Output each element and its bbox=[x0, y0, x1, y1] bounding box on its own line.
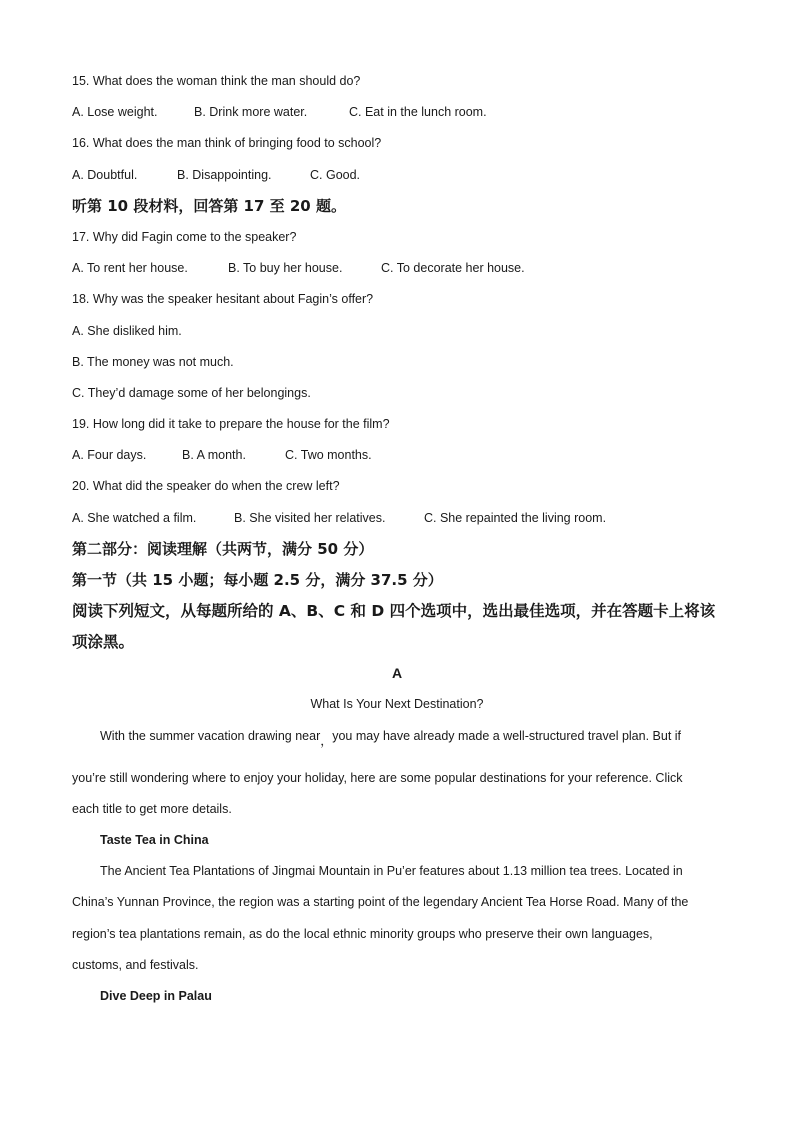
option-b: B. To buy her house. bbox=[228, 261, 343, 276]
tea-line-1: The Ancient Tea Plantations of Jingmai Mountain in Pu’er features about 1.13 million tea trees. Located in bbox=[100, 864, 683, 879]
option-c: C. Two months. bbox=[285, 448, 372, 463]
option-c: C. She repainted the living room. bbox=[424, 510, 607, 525]
section-title-tea: Taste Tea in China bbox=[100, 832, 209, 847]
question-18-option-c: C. They’d damage some of her belongings. bbox=[72, 385, 311, 400]
question-16: 16. What does the man think of bringing food to school? bbox=[72, 136, 382, 151]
section-1-heading: 第一节（共 15 小题；每小题 2.5 分，满分 37.5 分） bbox=[72, 571, 443, 589]
option-c: C. To decorate her house. bbox=[381, 261, 525, 276]
intro-text-2: you may have already made a well-structured travel plan. But if bbox=[332, 728, 682, 743]
intro-line-2: you’re still wondering where to enjoy your holiday, here are some popular destinations for your reference. Click bbox=[72, 770, 683, 785]
intro-text-1: With the summer vacation drawing near bbox=[100, 728, 321, 743]
question-18-option-b: B. The money was not much. bbox=[72, 354, 234, 369]
option-a: A. Lose weight. bbox=[72, 105, 158, 120]
option-a: A. She watched a film. bbox=[72, 510, 197, 525]
passage-letter: A bbox=[391, 665, 403, 682]
passage-title: What Is Your Next Destination? bbox=[310, 697, 484, 712]
question-17-options bbox=[72, 253, 726, 284]
option-b: B. A month. bbox=[182, 448, 246, 463]
question-19-options bbox=[72, 440, 726, 471]
section-title-palau: Dive Deep in Palau bbox=[100, 988, 212, 1003]
question-16-options bbox=[72, 160, 726, 191]
tea-line-2: China’s Yunnan Province, the region was a starting point of the legendary Ancient Tea Horse Road. Many of the bbox=[72, 895, 689, 910]
question-20: 20. What did the speaker do when the crew left? bbox=[72, 479, 340, 494]
question-15-options bbox=[72, 97, 726, 128]
option-a: A. To rent her house. bbox=[72, 261, 188, 276]
option-a: A. Four days. bbox=[72, 448, 147, 463]
section-10-heading: 听第 10 段材料，回答第 17 至 20 题。 bbox=[72, 196, 346, 215]
option-c: C. Eat in the lunch room. bbox=[349, 105, 487, 120]
tea-line-4: customs, and festivals. bbox=[72, 957, 199, 972]
option-c: C. Good. bbox=[310, 167, 361, 182]
intro-comma: ， bbox=[320, 733, 333, 748]
reading-instructions: 阅读下列短文，从每题所给的 A、B、C 和 D 四个选项中，选出最佳选项，并在答题卡上将该项涂黑。 bbox=[72, 602, 716, 652]
intro-line-3: each title to get more details. bbox=[72, 801, 232, 816]
question-19: 19. How long did it take to prepare the house for the film? bbox=[72, 417, 390, 432]
option-b: B. She visited her relatives. bbox=[234, 510, 386, 525]
option-a: A. Doubtful. bbox=[72, 167, 138, 182]
part-2-heading: 第二部分：阅读理解（共两节，满分 50 分） bbox=[72, 539, 374, 558]
question-15: 15. What does the woman think the man should do? bbox=[72, 74, 361, 88]
question-20-options bbox=[72, 503, 726, 534]
question-18-option-a: A. She disliked him. bbox=[72, 323, 182, 338]
question-17: 17. Why did Fagin come to the speaker? bbox=[72, 229, 297, 244]
tea-line-3: region’s tea plantations remain, as do the local ethnic minority groups who preserve their own languages, bbox=[72, 926, 653, 941]
intro-line-1 bbox=[72, 721, 726, 763]
option-b: B. Drink more water. bbox=[194, 105, 308, 120]
exam-page bbox=[72, 66, 726, 1012]
question-18: 18. Why was the speaker hesitant about Fagin’s offer? bbox=[72, 292, 374, 307]
option-b: B. Disappointing. bbox=[177, 167, 272, 182]
